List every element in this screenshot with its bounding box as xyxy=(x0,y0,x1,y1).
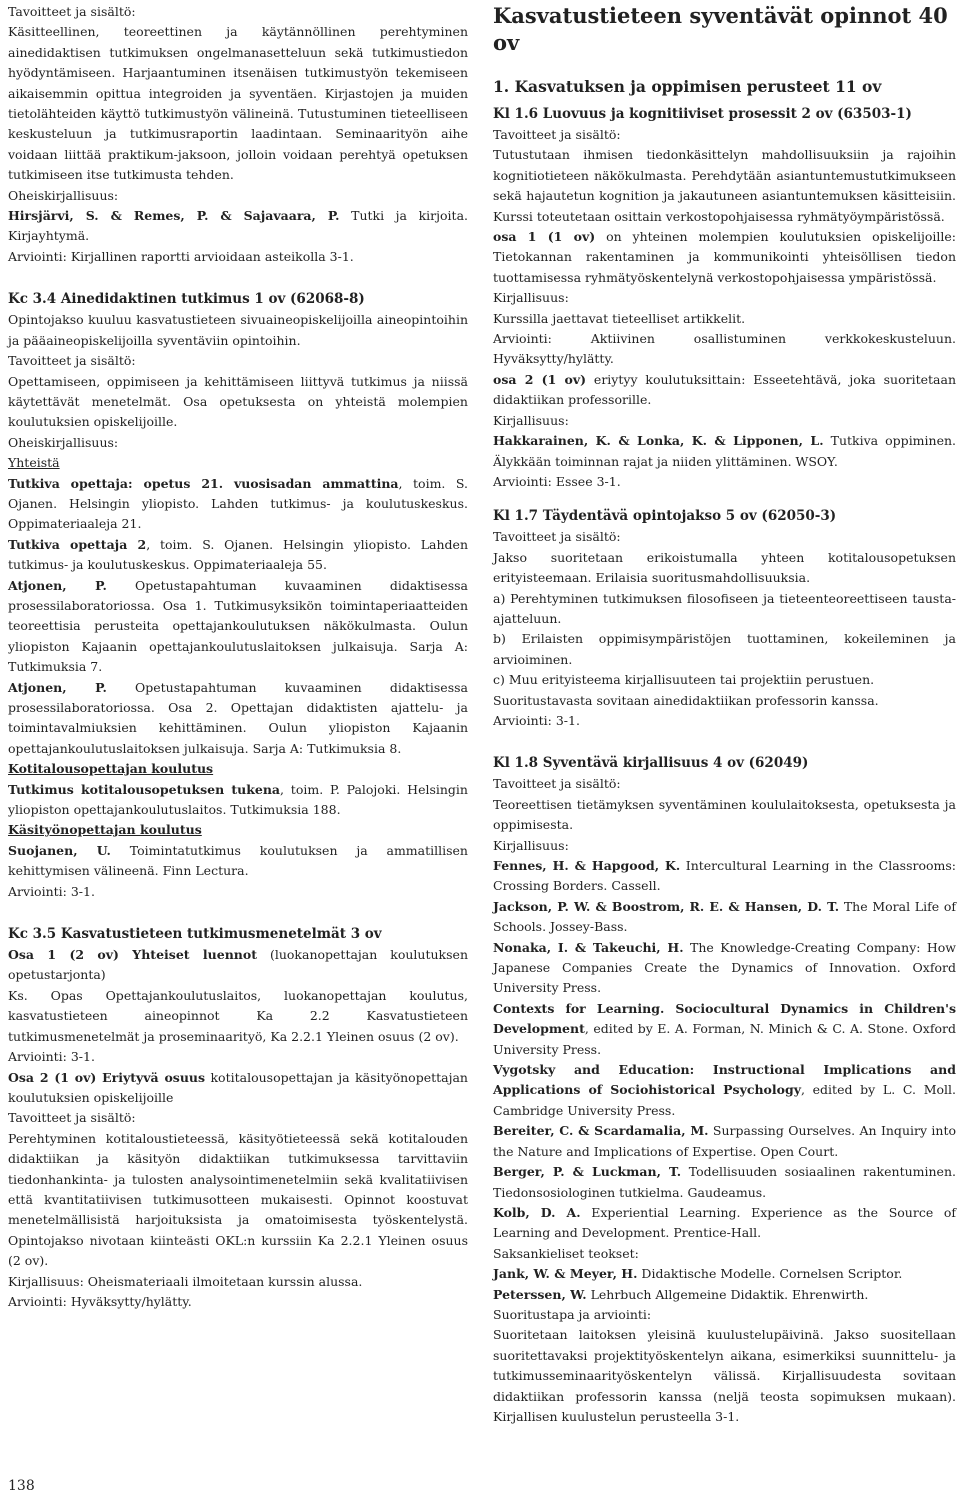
ref-rest: , toim. S. Ojanen. Helsingin yliopisto. Lahden tutkimus- ja koulutuskeskus. Oppimateriaaleja 21. xyxy=(8,475,469,532)
kl16-heading: Kl 1.6 Luovuus ja kognitiiviset prosessit 2 ov (63503-1) xyxy=(493,106,912,122)
kl18-ref-4 xyxy=(493,999,956,1060)
kl18-ref-2 xyxy=(493,897,956,938)
kc35-osa2 xyxy=(8,1068,468,1109)
ref-rest: Didaktische Modelle. Cornelsen Scriptor. xyxy=(637,1266,903,1282)
ref-author: Tutkiva opettaja 2 xyxy=(8,536,147,552)
ref-rest: Experiential Learning. Experience as the Source of Learning and Development. Prentice-Hall. xyxy=(493,1204,956,1241)
kc35-osa1-eval: Arviointi: 3-1. xyxy=(8,1049,95,1065)
kl17-heading: Kl 1.7 Täydentävä opintojakso 5 ov (62050-3) xyxy=(493,508,837,525)
kc34-intro: Opintojakso kuuluu kasvatustieteen sivuaineopiskelijoilla aineopintoihin ja pääaineopiskelijoilla syventäviin opintoihin. xyxy=(8,312,468,348)
kl18-tapa-label: Suoritustapa ja arviointi: xyxy=(493,1306,652,1322)
b1-lit-label: Oheiskirjallisuus: xyxy=(8,187,119,203)
ref-author: Tutkimus kotitalousopetuksen tukena xyxy=(8,781,281,797)
right-column xyxy=(493,2,956,1427)
kl18-ref-3 xyxy=(493,938,956,999)
kc34-kotitalous: Kotitalousopettajan koulutus xyxy=(8,761,214,777)
ref-rest: The Knowledge-Creating Company: How Japanese Companies Create the Dynamics of Innovation. Oxford University Press. xyxy=(493,939,957,996)
ref-rest: Opetustapahtuman kuvaaminen didaktisessa prosessilaboratoriossa. Osa 1. Tutkimusyksikön toimintaperiaatteiden teoreettisia perusteita opettajankoulutuksen näkökulmasta. Oulun yliopiston Kajaanin opettajankoulutuslaitoksen julkaisuja. Sarja A: Tutkimuksia 7. xyxy=(8,577,468,675)
ref-author: Fennes, H. & Hapgood, K. xyxy=(493,858,681,873)
kl18-ref-6 xyxy=(493,1121,956,1162)
kl17-b: b) Erilaisten oppimisympäristöjen tuottaminen, kokeileminen ja arvioiminen. xyxy=(493,631,956,667)
ref-author: Kolb, D. A. xyxy=(493,1204,581,1220)
kc34-eval: Arviointi: 3-1. xyxy=(8,883,95,899)
kc35-lit: Kirjallisuus: Oheismateriaali ilmoitetaan kurssin alussa. xyxy=(8,1273,363,1289)
ref-rest: Tutki ja kirjoita. Kirjayhtymä. xyxy=(8,208,468,244)
kl18-ref-9 xyxy=(493,1264,956,1284)
kl17-text: Jakso suoritetaan erikoistumalla yhteen kotitalousopetuksen erityisteemaan. Erilaisia suoritusmahdollisuuksia. xyxy=(493,549,956,586)
kc34-ref-5 xyxy=(8,780,468,821)
ref-rest: , toim. S. Ojanen. Helsingin yliopisto. Lahden tutkimus- ja koulutuskeskus. Oppimateriaaleja 55. xyxy=(8,536,468,573)
osa2-bold: osa 2 (1 ov) xyxy=(493,371,587,387)
kc34-yhteista: Yhteistä xyxy=(8,455,60,471)
kl16-lit-label: Kirjallisuus: xyxy=(493,290,569,306)
section-heading: 1. Kasvatuksen ja oppimisen perusteet 11 ov xyxy=(493,77,882,96)
kc34-ref-1 xyxy=(8,474,468,535)
kl17-c: c) Muu erityisteema kirjallisuuteen tai projektiin perustuen. xyxy=(493,672,875,688)
kl17-tapa: Suoritustavasta sovitaan ainedidaktiikan professorin kanssa. xyxy=(493,692,879,708)
ref-author: Tutkiva opettaja: opetus 21. vuosisadan ammattina xyxy=(8,475,399,491)
osa1-rest: on yhteinen molempien koulutuksien opiskelijoille: Tietokannan rakentaminen ja kommunikointi yhteisöllisen tiedon tuottamisessa ryhmätyöskentelynä verkostopohjaisessa ympäristössä. xyxy=(493,229,956,285)
kc35-osa1-text: Ks. Opas Opettajankoulutuslaitos, luokanopettajan koulutus, kasvatustieteen aineopinnot Ka 2.2 Kasvatustieteen tutkimusmenetelmät ja proseminaarityö, Ka 2.2.1 Yleinen osuus (2 ov). xyxy=(8,987,468,1044)
ref-author: Jank, W. & Meyer, H. xyxy=(493,1266,638,1282)
ref-author: Peterssen, W. xyxy=(493,1286,587,1302)
kl16-text: Tutustutaan ihmisen tiedonkäsittelyn mahdollisuuksiin ja rajoihin kognitiotieteen näkökulmasta. Perehdytään asiantuntemustutkimukseen sekä hajautetun kognition ja jakautuneen asiantuntemuksen käsitteisiin. Kurssi toteutetaan osittain verkostopohjaisessa ryhmätyöympäristössä. xyxy=(493,147,956,224)
kc34-heading: Kc 3.4 Ainedidaktinen tutkimus 1 ov (62068-8) xyxy=(8,291,365,308)
kc35-label: Tavoitteet ja sisältö: xyxy=(8,1110,136,1126)
kc34-ref-2 xyxy=(8,535,468,576)
osa2-rest: kotitalousopettajan ja käsityönopettajan koulutuksien opiskelijoille xyxy=(8,1069,468,1105)
kl18-text: Teoreettisen tietämyksen syventäminen koululaitoksesta, opetuksesta ja oppimisesta. xyxy=(493,796,956,833)
kc35-eval: Arviointi: Hyväksytty/hylätty. xyxy=(8,1293,192,1309)
kl18-ref-8 xyxy=(493,1203,956,1244)
kl18-lit-label: Kirjallisuus: xyxy=(493,837,569,853)
ref-author: Hirsjärvi, S. & Remes, P. & Sajavaara, P. xyxy=(8,208,340,224)
kl18-ref-7 xyxy=(493,1162,956,1203)
kc34-label: Tavoitteet ja sisältö: xyxy=(8,353,136,369)
page-title: Kasvatustieteen syventävät opinnot 40 ov xyxy=(493,3,948,55)
kc34-lit-label: Oheiskirjallisuus: xyxy=(8,434,119,450)
kl18-ref-1 xyxy=(493,856,956,897)
ref-rest: , toim. P. Palojoki. Helsingin yliopiston opettajankoulutuslaitos. Tutkimuksia 188. xyxy=(8,781,468,818)
kl16-osa1 xyxy=(493,227,956,288)
osa2-bold: Osa 2 (1 ov) Eriytyvä osuus xyxy=(8,1069,206,1085)
ref-rest: Tutkiva oppiminen. Älykkään toiminnan rajat ja niiden ylittäminen. WSOY. xyxy=(493,433,957,469)
kc35-osa1 xyxy=(8,945,468,986)
kl16-lit2-label: Kirjallisuus: xyxy=(493,412,569,428)
kc34-ref-3 xyxy=(8,576,468,678)
ref-rest: , edited by L. C. Moll. Cambridge University Press. xyxy=(493,1082,956,1118)
kl16-lit2 xyxy=(493,431,956,472)
kl16-label: Tavoitteet ja sisältö: xyxy=(493,127,621,142)
kl16-eval-2: Arviointi: Essee 3-1. xyxy=(493,473,621,489)
kc35-text: Perehtyminen kotitaloustieteessä, käsityötieteessä sekä kotitalouden didaktiikan ja käsityön didaktiikan tutkimuksessa tarvittaviin tiedonhankinta- ja tulosten analysointimenetelmiin sekä kvalitatiivisen että kvantitatiivisen tutkimusotteen mukaisesti. Opinnot koostuvat menetelmällisistä harjoituksista ja omatoimisesta työskentelystä. Opintojakso nivotaan kiinteästi OKL:n kurssiin Ka 2.2.1 Yleinen osuus (2 ov). xyxy=(8,1130,468,1269)
kl16-eval-1: Arviointi: Aktiivinen osallistuminen verkkokeskusteluun. Hyväksytty/hylätty. xyxy=(493,331,956,367)
kl18-heading: Kl 1.8 Syventävä kirjallisuus 4 ov (62049) xyxy=(493,755,809,772)
osa1-bold: osa 1 (1 ov) xyxy=(493,229,596,245)
b1-eval: Arviointi: Kirjallinen raportti arvioidaan asteikolla 3-1. xyxy=(8,248,354,264)
ref-author: Suojanen, U. xyxy=(8,842,111,858)
ref-author: Hakkarainen, K. & Lonka, K. & Lipponen, L. xyxy=(493,433,824,449)
b1-text: Käsitteellinen, teoreettinen ja käytännöllinen perehtyminen ainedidaktisen tutkimuksen ongelmanasetteluun sekä tutkimustiedon hyödyntämiseen. Harjaantuminen itsenäisen tutkimustyön tekemiseen aikaisemmin opittua integroiden ja syventäen. Kirjastojen ja muiden tietolähteiden käyttö tutkimustyön välineinä. Tutustuminen tieteelliseen keskusteluun ja tutkimusraportin laadintaan. Seminaarityön aihe voidaan liittää praktikum-jaksoon, jolloin voidaan perehtyä opetuksen tutkimiseen itse tutkimusta tehden. xyxy=(8,24,468,183)
kc34-ref-4 xyxy=(8,678,468,760)
kl18-ref-5 xyxy=(493,1060,956,1121)
osa1-bold: Osa 1 (2 ov) Yhteiset luennot xyxy=(8,947,257,963)
ref-author: Vygotsky and Education: Instructional Implications and Applications of Sociohistorical Psychology xyxy=(493,1062,956,1098)
kl18-label: Tavoitteet ja sisältö: xyxy=(493,776,621,792)
ref-rest: Toimintatutkimus koulutuksen ja ammatillisen kehittymisen välineenä. Finn Lectura. xyxy=(8,842,468,879)
kc34-ref-6 xyxy=(8,841,468,882)
b1-lit-ref xyxy=(8,206,468,247)
kl18-saks-label: Saksankieliset teokset: xyxy=(493,1245,639,1261)
ref-rest: The Moral Life of Schools. Jossey-Bass. xyxy=(493,898,956,935)
ref-author: Atjonen, P. xyxy=(8,577,107,593)
ref-rest: Todellisuuden sosiaalinen rakentuminen. Tiedonsosiologinen tutkielma. Gaudeamus. xyxy=(493,1164,956,1200)
kl16-osa2 xyxy=(493,370,956,411)
ref-rest: Surpassing Ourselves. An Inquiry into the Nature and Implications of Expertise. Open Court. xyxy=(493,1123,956,1159)
page-number: 138 xyxy=(8,1478,35,1494)
kc34-text: Opettamiseen, oppimiseen ja kehittämiseen liittyvä tutkimus ja niissä käytettävät menetelmät. Osa opetuksesta on yhteistä molempien koulutuksien opiskelijoille. xyxy=(8,373,468,430)
kc34-kasityo: Käsityönopettajan koulutus xyxy=(8,822,202,838)
ref-rest: Lehrbuch Allgemeine Didaktik. Ehrenwirth. xyxy=(586,1286,869,1302)
kl17-eval: Arviointi: 3-1. xyxy=(493,712,580,728)
osa1-rest: (luokanopettajan koulutuksen opetustarjonta) xyxy=(8,947,468,983)
ref-author: Contexts for Learning. Sociocultural Dynamics in Children's Development xyxy=(493,1000,956,1037)
b1-label: Tavoitteet ja sisältö: xyxy=(8,4,136,19)
left-column xyxy=(8,2,468,1312)
ref-author: Nonaka, I. & Takeuchi, H. xyxy=(493,939,684,955)
ref-author: Berger, P. & Luckman, T. xyxy=(493,1164,682,1180)
kl18-tapa-text: Suoritetaan laitoksen yleisinä kuulustelupäivinä. Jakso suositellaan suoritettavaksi projektityöskentelyn aikana, esimerkiksi suunnittelu- ja tutkimusseminaarityöskentelyn välissä. Kirjallisuudesta sovitaan didaktiikan professorin kanssa (neljä teosta sopimuksen mukaan). Kirjallisen kuulustelun perusteella 3-1. xyxy=(493,1327,956,1424)
kl17-label: Tavoitteet ja sisältö: xyxy=(493,529,621,545)
ref-rest: Opetustapahtuman kuvaaminen didaktisessa prosessilaboratoriossa. Osa 2. Opettajan didaktisten ajattelu- ja toimintavalmiuksien kehittäminen. Oulun yliopiston Kajaanin opettajankoulutuslaitoksen julkaisuja. Sarja A: Tutkimuksia 8. xyxy=(8,679,468,756)
kc35-heading: Kc 3.5 Kasvatustieteen tutkimusmenetelmät 3 ov xyxy=(8,926,382,943)
ref-author: Bereiter, C. & Scardamalia, M. xyxy=(493,1123,709,1139)
ref-author: Jackson, P. W. & Boostrom, R. E. & Hansen, D. T. xyxy=(493,898,840,914)
ref-rest: Intercultural Learning in the Classrooms: Crossing Borders. Cassell. xyxy=(493,858,956,894)
osa2-rest: eriytyy koulutuksittain: Esseetehtävä, joka suoritetaan didaktiikan professorille. xyxy=(493,371,956,408)
ref-author: Atjonen, P. xyxy=(8,679,107,695)
ref-rest: , edited by E. A. Forman, N. Minich & C. A. Stone. Oxford University Press. xyxy=(493,1021,956,1057)
kl18-ref-10 xyxy=(493,1285,956,1305)
kl17-a: a) Perehtyminen tutkimuksen filosofiseen ja tieteenteoreettiseen tausta-ajatteluun. xyxy=(493,590,956,626)
kl16-lit: Kurssilla jaettavat tieteelliset artikkelit. xyxy=(493,310,746,326)
